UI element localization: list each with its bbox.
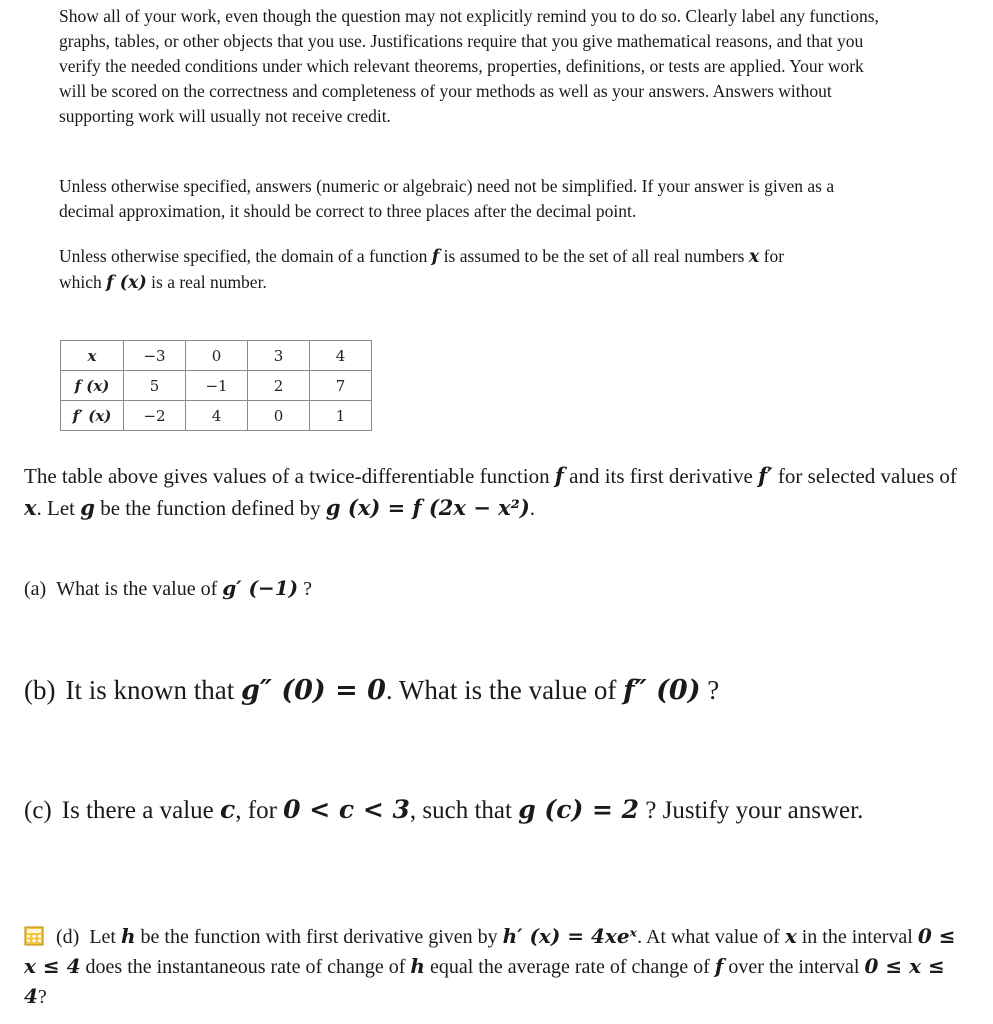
table-cell: 4 xyxy=(310,341,372,371)
question-c: (c) Is there a value c, for 0 < c < 3, such that g (c) = 2 ? Justify your answer. xyxy=(24,795,864,824)
instructions-simplify: Unless otherwise specified, answers (numeric or algebraic) need not be simplified. If your answer is given as a decimal approximation, it should be correct to three places after the decimal point. xyxy=(59,176,835,221)
table-cell: −3 xyxy=(124,341,186,371)
table-cell: 5 xyxy=(124,371,186,401)
question-a: (a) What is the value of g′ (−1) ? xyxy=(24,576,312,600)
table-header-cell: f (x) xyxy=(61,371,124,401)
table-cell: −2 xyxy=(124,401,186,431)
table-row xyxy=(61,371,372,401)
table-cell: 1 xyxy=(310,401,372,431)
calculator-icon xyxy=(24,926,44,946)
problem-statement: The table above gives values of a twice-differentiable function f and its first derivative f′ for selected values of x. Let g be the function defined by g (x) = f (2x − x²). xyxy=(24,463,957,520)
table-header-cell: x xyxy=(61,341,124,371)
question-d: (d) Let h be the function with first derivative given by h′ (x) = 4xeˣ. At what value of x in the interval 0 ≤ x ≤ 4 does the instantaneous rate of change of h equal the average rate of change of f over the interval 0 ≤ x ≤ 4? xyxy=(24,924,956,1008)
question-label: (d) xyxy=(56,926,80,948)
table-cell: 3 xyxy=(248,341,310,371)
table-header-cell: f′ (x) xyxy=(61,401,124,431)
values-table xyxy=(60,340,372,431)
instructions-work: Show all of your work, even though the question may not explicitly remind you to do so. Clearly label any functions, graphs, tables, or other objects that you use. Justifications require that you give mathematical reasons, and that you verify the needed conditions under which relevant theorems, properties, definitions, or tests are applied. Your work will be scored on the correctness and completeness of your methods as well as your answers. Answers without supporting work will usually not receive credit. xyxy=(59,6,879,126)
question-label: (a) xyxy=(24,578,47,600)
table-cell: 4 xyxy=(186,401,248,431)
instructions-domain: Unless otherwise specified, the domain of a function f is assumed to be the set of all real numbers x for which f (x) is a real number. xyxy=(59,246,785,293)
table-cell: −1 xyxy=(186,371,248,401)
table-row xyxy=(61,341,372,371)
table-cell: 0 xyxy=(186,341,248,371)
table-cell: 2 xyxy=(248,371,310,401)
question-label: (c) xyxy=(24,797,52,824)
table-row xyxy=(61,401,372,431)
question-label: (b) xyxy=(24,675,56,705)
table-cell: 0 xyxy=(248,401,310,431)
table-cell: 7 xyxy=(310,371,372,401)
question-b: (b) It is known that g″ (0) = 0. What is the value of f″ (0) ? xyxy=(24,675,720,706)
